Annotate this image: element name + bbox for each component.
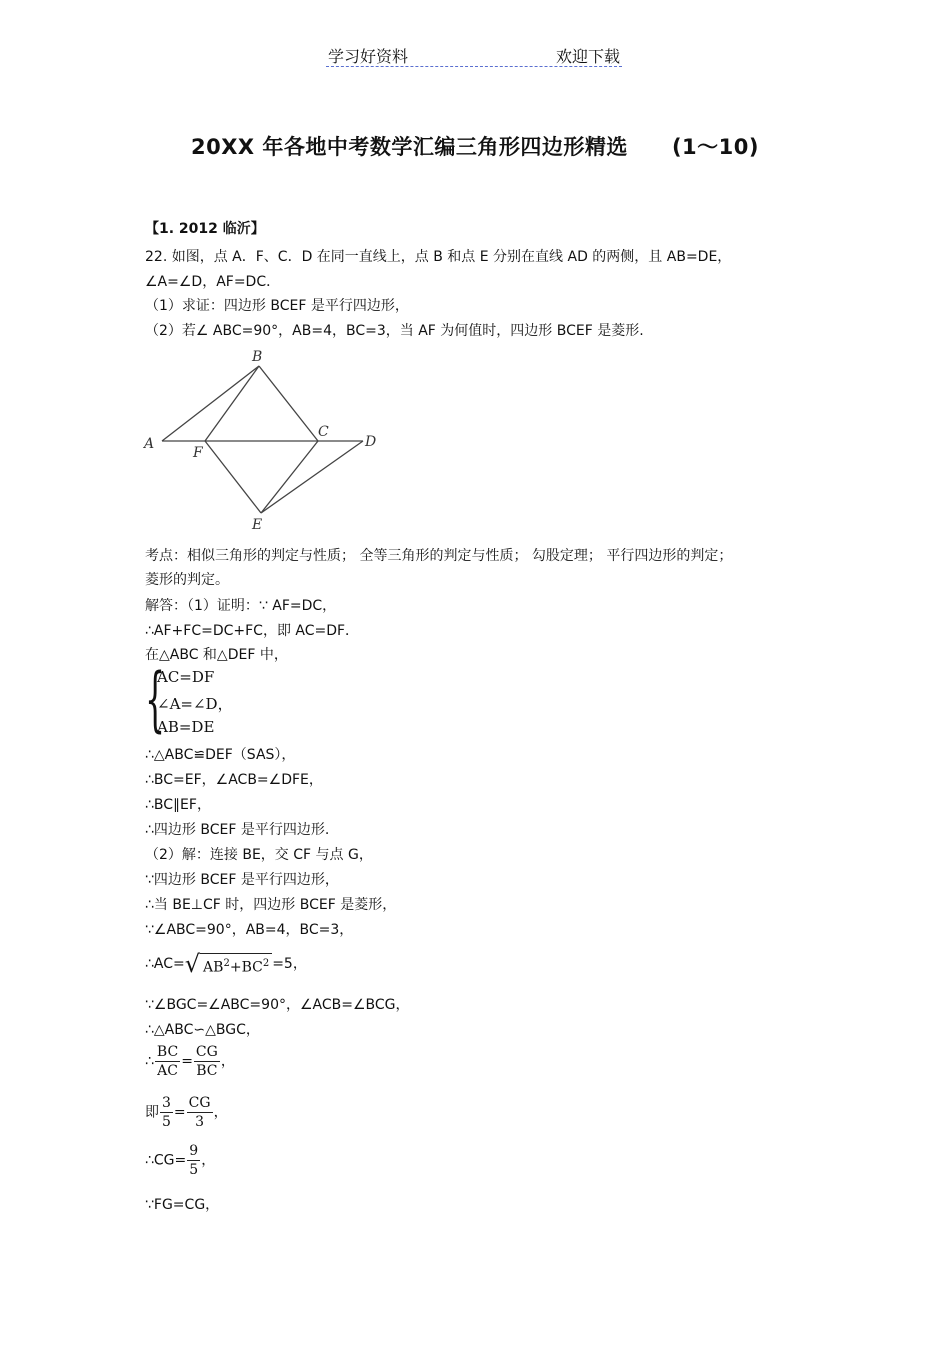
label-a: A <box>144 436 155 452</box>
fraction: $\frac{9}{5}$ <box>189 1143 199 1178</box>
kaodian-line-1: 考点：相似三角形的判定与性质； 全等三角形的判定与性质； 勾股定理； 平行四边形的判定； <box>145 548 733 564</box>
fraction: $\frac{BC}{AC}$ <box>156 1044 179 1079</box>
solution-line-7: ∴四边形 BCEF 是平行四边形. <box>145 822 330 838</box>
solution-line-1: 解答：（1）证明：∵ AF=DC， <box>145 598 337 614</box>
document-title <box>0 131 950 161</box>
label-c: C <box>318 424 329 440</box>
segment-bc <box>259 366 318 441</box>
header-left-text: 学习好资料 <box>328 47 409 66</box>
solution-line-9: ∵四边形 BCEF 是平行四边形， <box>145 872 339 888</box>
problem-stem-line-1: 22. 如图，点 A．F、C．D 在同一直线上，点 B 和点 E 分别在直线 AD 的两侧，且 AB=DE， <box>145 249 732 265</box>
fraction-line-3: ∴CG= $\frac{9}{5}$ ， <box>145 1143 216 1178</box>
problem-stem-line-2: ∠A=∠D，AF=DC． <box>145 274 281 290</box>
solution-line-5: ∴BC=EF，∠ACB=∠DFE， <box>145 772 323 788</box>
solution-line-10: ∴当 BE⊥CF 时，四边形 BCEF 是菱形， <box>145 897 397 913</box>
fraction-line-2: 即 $\frac{3}{5}$ = $\frac{CG}{3}$ ， <box>145 1095 228 1130</box>
label-b: B <box>252 349 263 365</box>
page-header <box>326 42 622 67</box>
fraction: $\frac{CG}{3}$ <box>188 1095 211 1130</box>
segment-fe <box>205 441 261 513</box>
square-root: √ $AB^2+BC^2$ <box>185 950 272 978</box>
solution-line-4: ∴△ABC≌DEF（SAS）， <box>145 747 296 763</box>
ac-formula: ∴AC=√ $AB^2+BC^2 =5$， <box>145 950 307 978</box>
equation-system: { AC=DF ∠A=∠D， AB=DE <box>145 658 233 740</box>
solution-line-8: （2）解：连接 BE，交 CF 与点 G， <box>145 847 373 863</box>
fraction: $\frac{3}{5}$ <box>162 1095 171 1130</box>
solution-line-2: ∴AF+FC=DC+FC，即 AC=DF． <box>145 623 360 639</box>
solution-line-12: ∵∠BGC=∠ABC=90°，∠ACB=∠BCG， <box>145 997 410 1013</box>
geometry-figure <box>140 345 390 540</box>
segment-bf <box>205 366 259 441</box>
problem-question-1: （1）求证：四边形 BCEF 是平行四边形， <box>145 298 409 314</box>
segment-ab <box>162 366 259 441</box>
segment-ce <box>261 441 318 513</box>
solution-line-14: ∵FG=CG， <box>145 1197 220 1213</box>
solution-line-13: ∴△ABC∽△BGC， <box>145 1022 260 1038</box>
segment-de <box>261 441 363 513</box>
label-e: E <box>252 517 263 533</box>
problem-source: 【1. 2012 临沂】 <box>145 221 265 237</box>
system-row-1: AC=DF <box>157 668 215 686</box>
solution-line-3: 在△ABC 和△DEF 中， <box>145 647 288 663</box>
title-range: (1～10) <box>671 135 759 159</box>
problem-question-2: （2）若∠ ABC=90°，AB=4，BC=3，当 AF 为何值时，四边形 BCEF 是菱形. <box>145 323 644 339</box>
kaodian-line-2: 菱形的判定。 <box>145 572 229 588</box>
fraction: $\frac{CG}{BC}$ <box>195 1044 218 1079</box>
header-right-text: 欢迎下载 <box>555 47 620 66</box>
label-f: F <box>193 445 203 461</box>
system-row-3: AB=DE <box>157 718 215 736</box>
solution-line-6: ∴BC∥EF， <box>145 797 211 813</box>
title-main: 20XX 年各地中考数学汇编三角形四边形精选 <box>191 135 628 159</box>
solution-line-11: ∵∠ABC=90°，AB=4，BC=3， <box>145 922 354 938</box>
fraction-line-1: ∴ $\frac{BC}{AC}$ = $\frac{CG}{BC}$ ， <box>145 1044 235 1079</box>
label-d: D <box>365 434 377 450</box>
system-row-2: ∠A=∠D， <box>157 695 233 713</box>
